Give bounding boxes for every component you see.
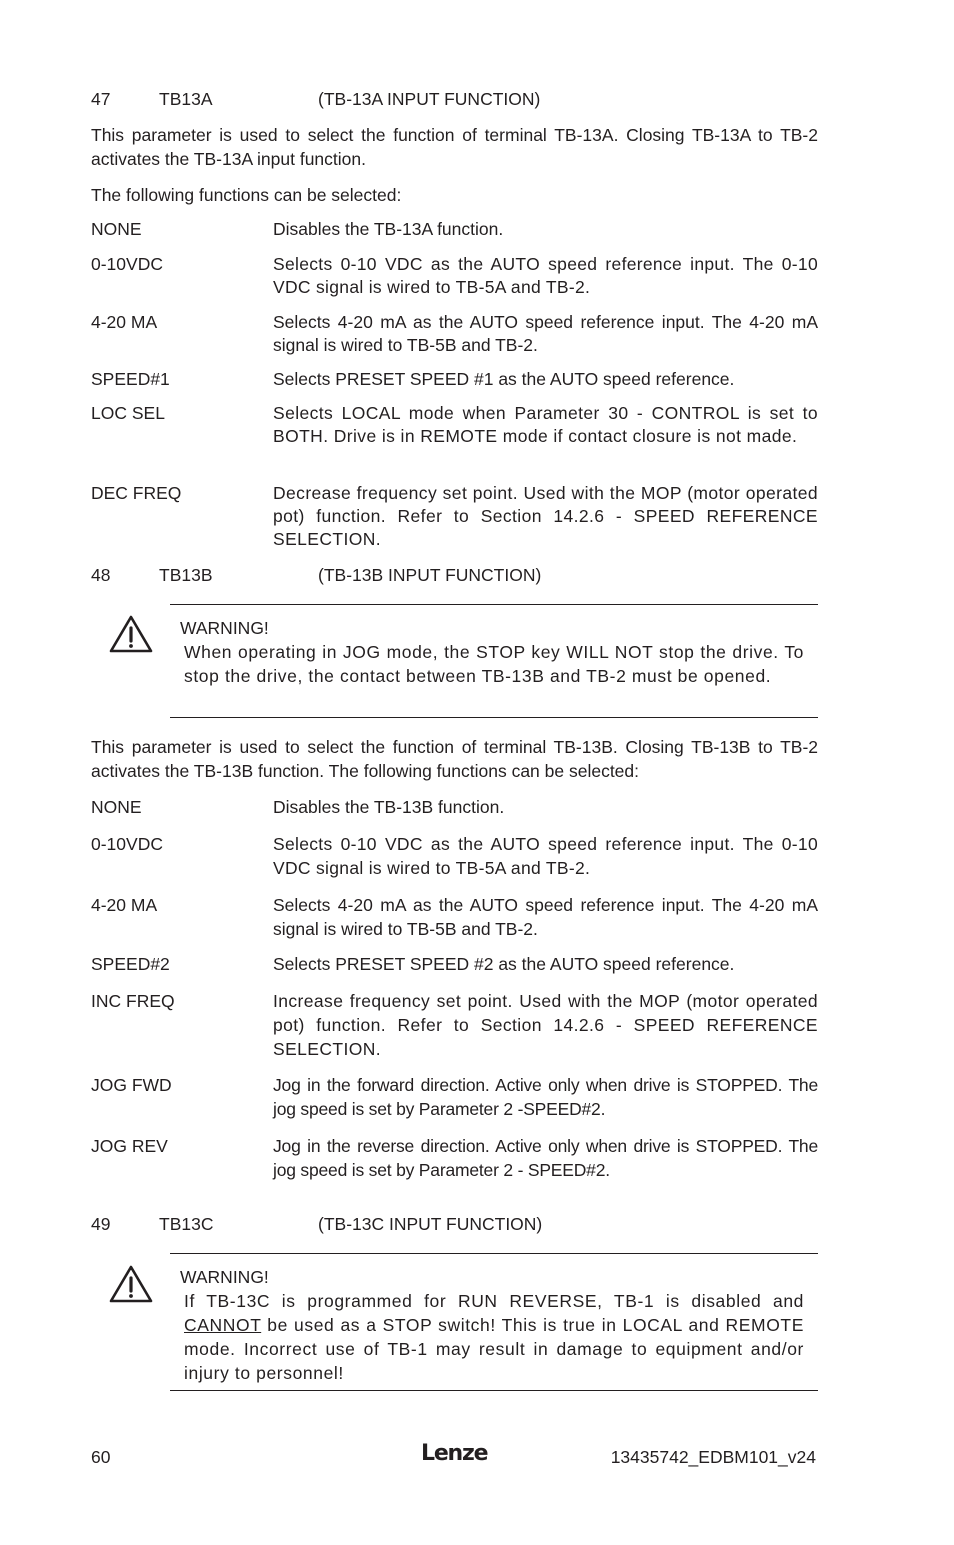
function-key: DEC FREQ [91,483,182,503]
function-value: Jog in the reverse direction. Active only when drive is STOPPED. The jog speed is set by Parameter 2 - SPEED#2. [273,1136,818,1180]
param-number: 48 [91,565,111,585]
function-key: JOG FWD [91,1075,172,1095]
function-key: NONE [91,797,142,817]
function-value: Selects PRESET SPEED #1 as the AUTO speed reference. [273,369,735,389]
function-value: Increase frequency set point. Used with the MOP (motor operated pot) function. Refer to Section 14.2.6 - SPEED REFERENCE SELECTION. [273,991,818,1059]
function-value: Selects LOCAL mode when Parameter 30 - CONTROL is set to BOTH. Drive is in REMOTE mode if contact closure is not made. [273,403,818,446]
function-key: 4-20 MA [91,895,158,915]
param-47-intro: This parameter is used to select the function of terminal TB-13A. Closing TB-13A to TB-2 activates the TB-13A input function. [91,125,818,169]
function-value: Disables the TB-13B function. [273,797,505,817]
param-code: TB13B [159,565,213,585]
warning-triangle-icon [108,1264,154,1304]
function-value: Selects 4-20 mA as the AUTO speed reference input. The 4-20 mA signal is wired to TB-5B and TB-2. [273,312,818,355]
param-description: (TB-13C INPUT FUNCTION) [318,1214,543,1234]
function-key: SPEED#1 [91,369,170,389]
function-value: Decrease frequency set point. Used with the MOP (motor operated pot) function. Refer to Section 14.2.6 - SPEED REFERENCE SELECTION. [273,483,818,549]
page-number: 60 [91,1447,111,1467]
document-id: 13435742_EDBM101_v24 [610,1447,816,1467]
function-key: LOC SEL [91,403,165,423]
function-value: Jog in the forward direction. Active only when drive is STOPPED. The jog speed is set by Parameter 2 -SPEED#2. [273,1075,818,1119]
function-value: Disables the TB-13A function. [273,219,504,239]
warning-triangle-icon [108,614,154,654]
warning-text: When operating in JOG mode, the STOP key WILL NOT stop the drive. To stop the drive, the contact between TB-13B and TB-2 must be opened. [184,642,804,686]
function-key: 4-20 MA [91,312,158,332]
param-49-header [91,1213,821,1235]
function-key: 0-10VDC [91,254,163,274]
param-code: TB13C [159,1214,214,1234]
function-key: JOG REV [91,1136,168,1156]
param-code: TB13A [159,89,213,109]
param-47-intro2: The following functions can be selected: [91,185,402,205]
lenze-logo: Lenze [421,1441,488,1466]
function-key: SPEED#2 [91,954,170,974]
param-48-intro: This parameter is used to select the function of terminal TB-13B. Closing TB-13B to TB-2 activates the TB-13B function. The following functions can be selected: [91,737,818,781]
function-key: INC FREQ [91,991,175,1011]
warning-text-part: be used as a STOP switch! This is true in LOCAL and REMOTE mode. Incorrect use of TB-1 may result in damage to equipment and/or injury to personnel! [184,1315,804,1383]
param-description: (TB-13A INPUT FUNCTION) [318,89,541,109]
warning-box [170,604,818,718]
function-value: Selects PRESET SPEED #2 as the AUTO speed reference. [273,954,735,974]
warning-title: WARNING! [180,1267,269,1287]
warning-title: WARNING! [180,618,269,638]
param-number: 47 [91,89,111,109]
warning-text-part: If TB-13C is programmed for RUN REVERSE, TB-1 is disabled and [184,1291,804,1311]
function-value: Selects 0-10 VDC as the AUTO speed reference input. The 0-10 VDC signal is wired to TB-5A and TB-2. [273,254,818,297]
warning-box [170,1253,818,1391]
param-48-header [91,564,821,586]
param-number: 49 [91,1214,111,1234]
warning-text [184,1289,804,1385]
param-47-header [91,88,821,110]
param-description: (TB-13B INPUT FUNCTION) [318,565,542,585]
function-key: 0-10VDC [91,834,163,854]
function-value: Selects 4-20 mA as the AUTO speed reference input. The 4-20 mA signal is wired to TB-5B and TB-2. [273,895,818,939]
function-value: Selects 0-10 VDC as the AUTO speed reference input. The 0-10 VDC signal is wired to TB-5A and TB-2. [273,834,818,878]
warning-text-emphasis: CANNOT [184,1315,262,1335]
function-key: NONE [91,219,142,239]
